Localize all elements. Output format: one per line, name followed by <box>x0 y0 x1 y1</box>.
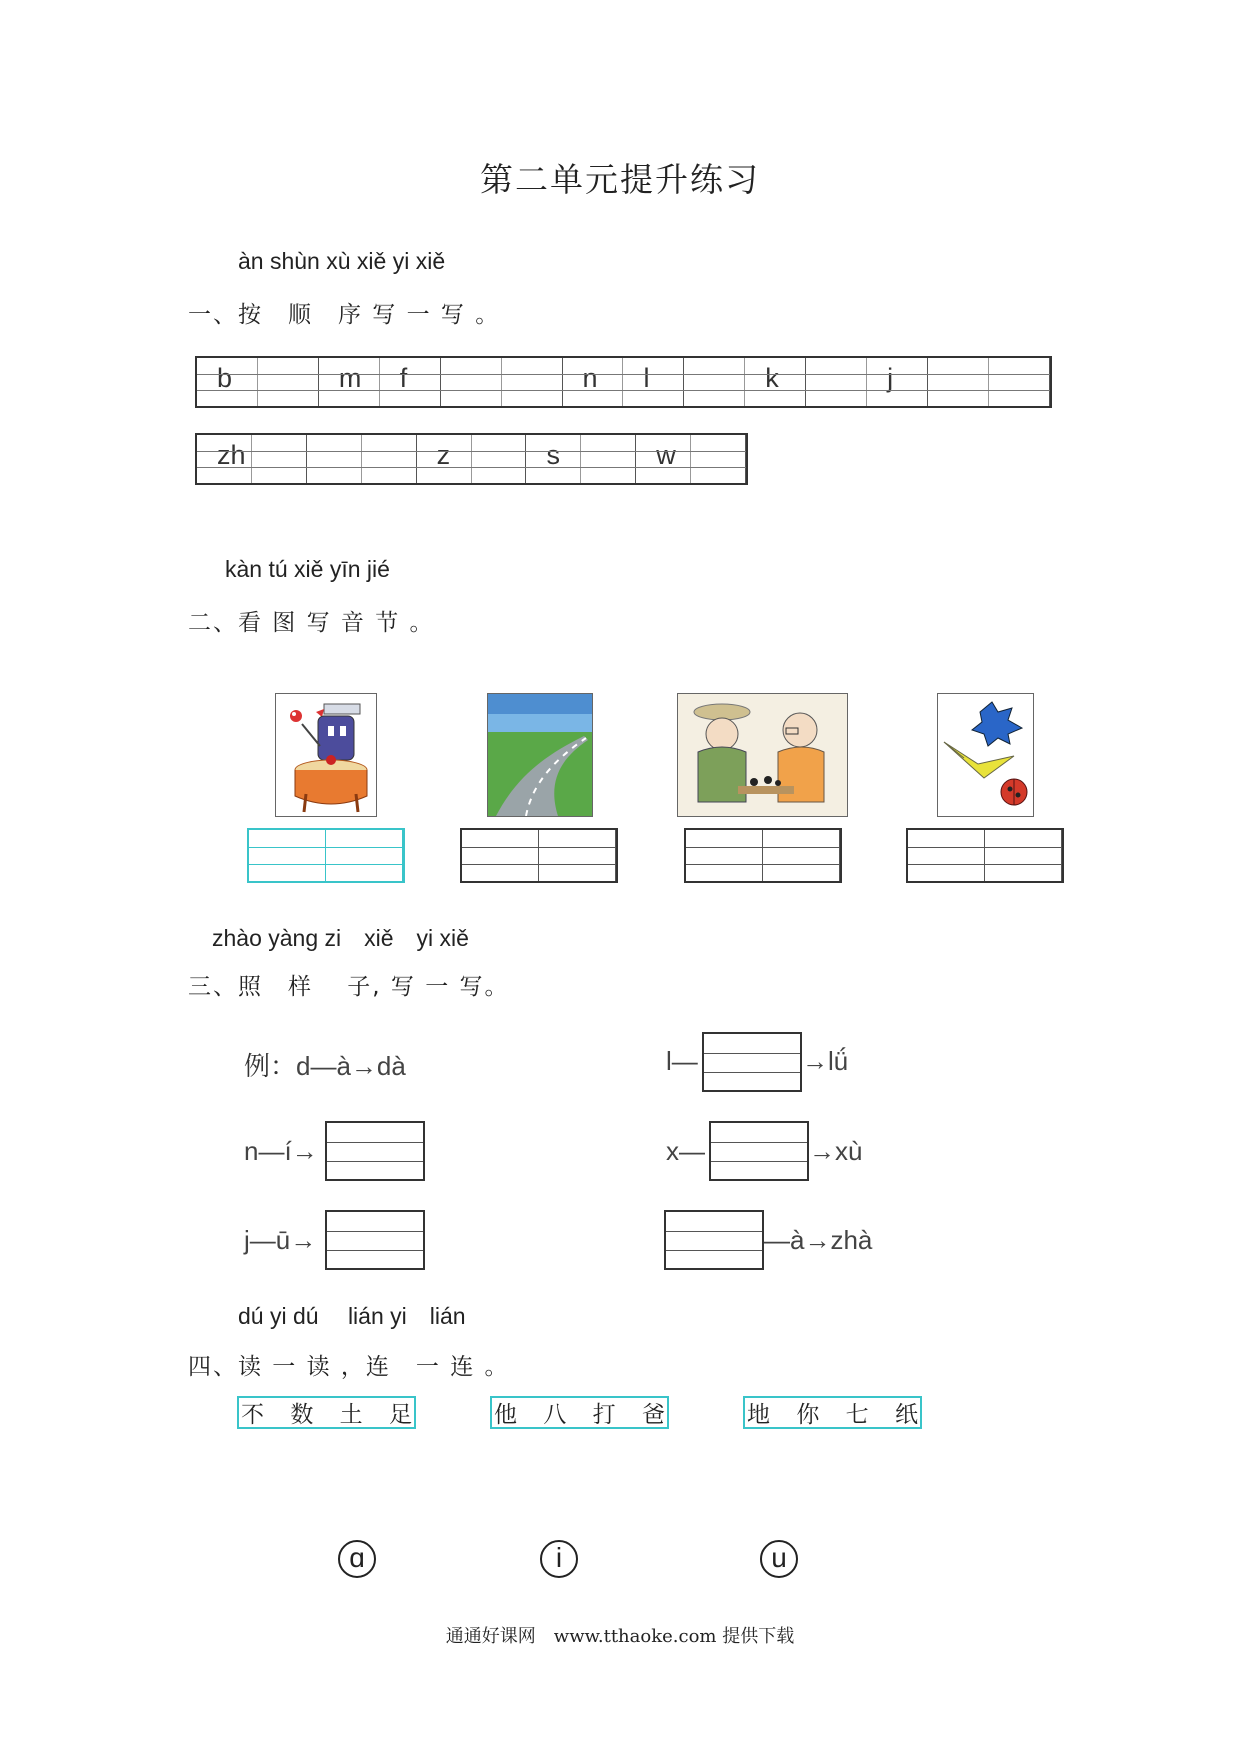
page-title: 第二单元提升练习 <box>480 160 760 199</box>
grid-cell[interactable] <box>380 358 441 406</box>
grid-cell[interactable] <box>623 358 684 406</box>
word-group-3[interactable] <box>743 1396 922 1429</box>
grid-letter: s <box>546 440 560 470</box>
grid-cell[interactable] <box>417 435 472 483</box>
chess-players-picture <box>677 693 848 817</box>
grid-cell[interactable] <box>684 358 745 406</box>
fill-box-l[interactable] <box>702 1032 802 1092</box>
item-zh-right: —à→zhà <box>764 1225 873 1255</box>
section4-heading: 四、读 一 读 ，连 一 连 。 <box>188 1354 510 1380</box>
grid-cell[interactable] <box>526 435 581 483</box>
word-char: 不 <box>241 1402 264 1428</box>
grid-cell[interactable] <box>252 435 307 483</box>
writing-grid-row1[interactable] <box>195 356 1052 408</box>
grid-cell[interactable] <box>258 358 319 406</box>
writing-grid-row2[interactable] <box>195 433 748 485</box>
grid-cell[interactable] <box>502 358 563 406</box>
grid-cell[interactable] <box>928 358 989 406</box>
origami-picture <box>937 693 1034 817</box>
grid-letter: j <box>887 363 894 393</box>
grid-cell[interactable] <box>563 358 624 406</box>
vowel-circle-i[interactable]: i <box>540 1540 578 1578</box>
grid-cell[interactable] <box>307 435 362 483</box>
word-char: 你 <box>796 1402 820 1428</box>
example-row <box>244 1046 406 1083</box>
word-char: 八 <box>543 1402 567 1428</box>
word-char: 土 <box>339 1402 363 1428</box>
road-picture <box>487 693 593 817</box>
answer-box-2[interactable] <box>460 828 618 883</box>
grid-cell[interactable] <box>197 358 258 406</box>
word-char: 打 <box>592 1402 616 1428</box>
grid-cell[interactable] <box>691 435 746 483</box>
section2-pinyin: kàn tú xiě yīn jié <box>225 556 390 582</box>
section4-pinyin: dú yi dú lián yi lián <box>238 1303 466 1329</box>
grid-letter: l <box>643 363 650 393</box>
word-char: 地 <box>747 1402 770 1428</box>
word-char: 他 <box>494 1402 517 1428</box>
grid-cell[interactable] <box>989 358 1050 406</box>
section3-pinyin: zhào yàng zi xiě yi xiě <box>212 925 469 951</box>
grid-letter: n <box>582 363 598 393</box>
grid-cell[interactable] <box>867 358 928 406</box>
vowel-circle-a[interactable]: ɑ <box>338 1540 376 1578</box>
example-prefix: 例： <box>244 1052 297 1082</box>
grid-cell[interactable] <box>362 435 417 483</box>
word-char: 七 <box>845 1402 869 1428</box>
vowel-circle-u[interactable]: u <box>760 1540 798 1578</box>
item-n-left: n—í→ <box>244 1136 318 1166</box>
grid-letter: b <box>217 363 233 393</box>
answer-box-3[interactable] <box>684 828 842 883</box>
grid-letter: w <box>656 440 676 470</box>
example-text: d—à→dà <box>296 1051 406 1081</box>
grid-letter: zh <box>217 440 246 470</box>
grid-letter: m <box>338 363 362 393</box>
item-l-left: l— <box>666 1046 698 1076</box>
fill-box-x[interactable] <box>709 1121 809 1181</box>
drum-player-picture <box>275 693 377 817</box>
grid-cell[interactable] <box>806 358 867 406</box>
grid-cell[interactable] <box>745 358 806 406</box>
answer-box-4[interactable] <box>906 828 1064 883</box>
section2-heading: 二、看 图 写 音 节 。 <box>188 610 435 636</box>
grid-letter: z <box>436 440 451 470</box>
word-char: 爸 <box>641 1402 665 1428</box>
item-x-right: →xù <box>809 1136 863 1166</box>
grid-letter: f <box>399 363 408 393</box>
grid-cell[interactable] <box>472 435 527 483</box>
section3-heading: 三、照 样 子, 写 一 写。 <box>188 974 510 1000</box>
item-j-left: j—ū→ <box>244 1225 317 1255</box>
fill-box-n[interactable] <box>325 1121 425 1181</box>
grid-cell[interactable] <box>636 435 691 483</box>
word-char: 数 <box>290 1402 314 1428</box>
word-group-1[interactable] <box>237 1396 416 1429</box>
grid-letter: k <box>765 363 779 393</box>
fill-box-j[interactable] <box>325 1210 425 1270</box>
footer-credit: 通通好课网 www.tthaoke.com 提供下载 <box>445 1626 795 1647</box>
answer-box-1[interactable] <box>247 828 405 883</box>
grid-cell[interactable] <box>441 358 502 406</box>
word-char: 纸 <box>894 1402 918 1428</box>
grid-cell[interactable] <box>197 435 252 483</box>
word-group-2[interactable] <box>490 1396 669 1429</box>
fill-box-zh[interactable] <box>664 1210 764 1270</box>
section1-pinyin: àn shùn xù xiě yi xiě <box>238 248 446 274</box>
word-char: 足 <box>388 1402 412 1428</box>
item-l-right: →lǘ <box>802 1046 849 1076</box>
grid-cell[interactable] <box>319 358 380 406</box>
item-x-left: x— <box>666 1136 705 1166</box>
grid-cell[interactable] <box>581 435 636 483</box>
section1-heading: 一、按 顺 序 写 一 写 。 <box>188 302 501 328</box>
